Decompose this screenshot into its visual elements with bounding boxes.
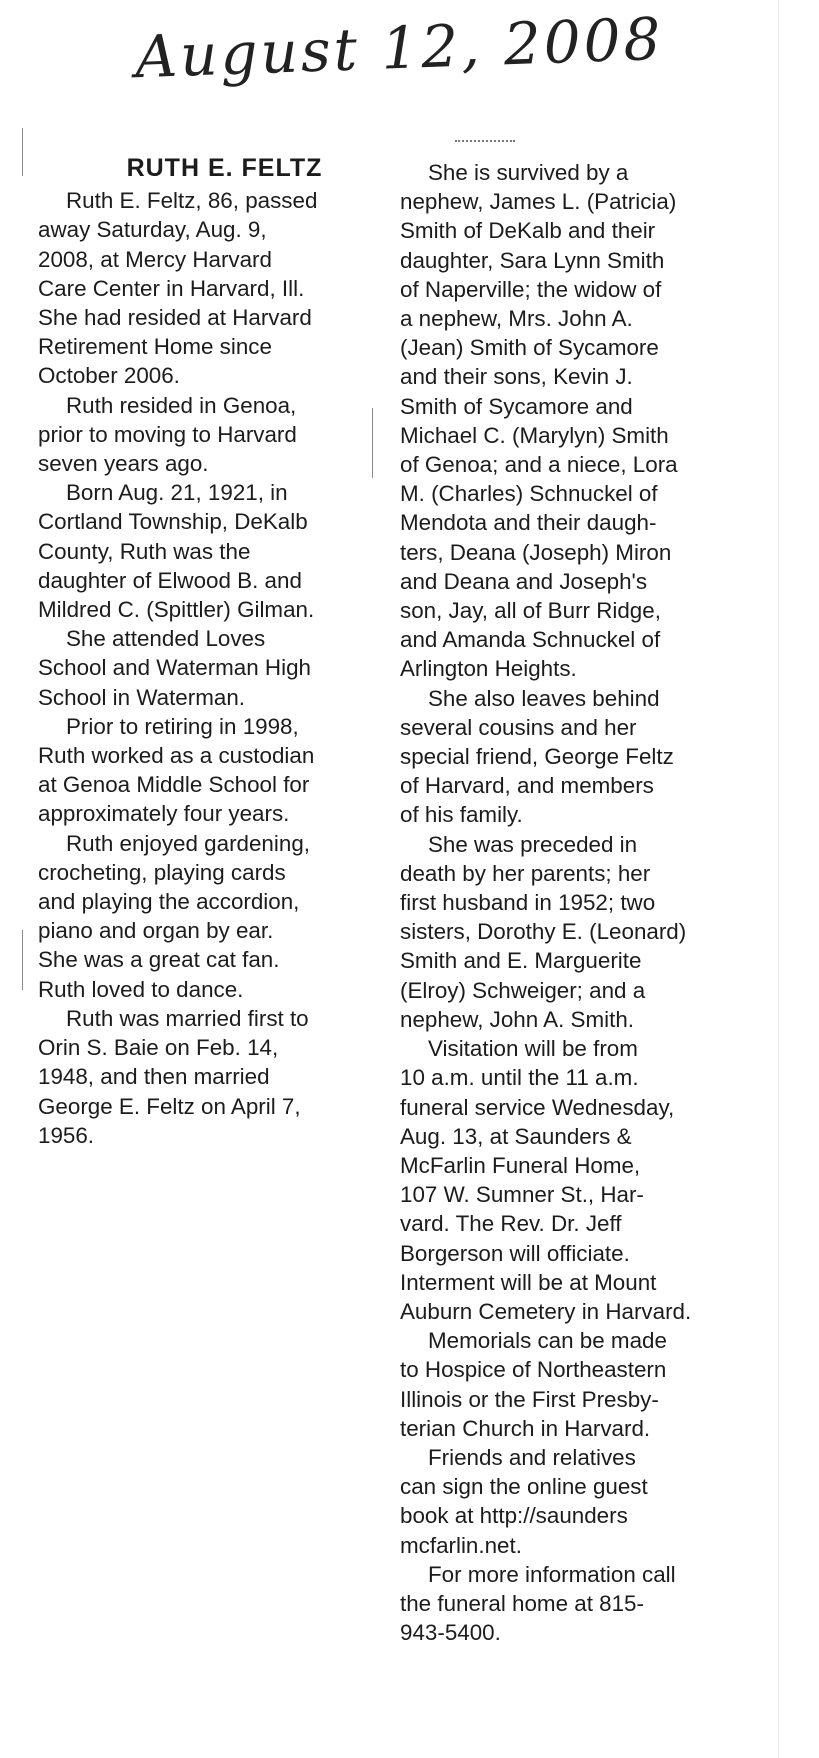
obituary-headline: RUTH E. FELTZ	[126, 154, 323, 182]
paragraph-career: Prior to retiring in 1998, Ruth worked as a custodian at Genoa Middle School for approximately four years.	[38, 713, 315, 827]
paragraph-birth: Born Aug. 21, 1921, in Cortland Township, DeKalb County, Ruth was the daughter of Elwood B. and Mildred C. (Spittler) Gilman.	[38, 480, 315, 623]
handwritten-date: August 12, 2008	[133, 4, 665, 92]
paragraph-genoa: Ruth resided in Genoa, prior to moving to Harvard seven years ago.	[38, 392, 297, 477]
margin-mark	[22, 128, 23, 176]
paragraph-visitation: Visitation will be from 10 a.m. until the 11 a.m. funeral service Wednesday, Aug. 13, at Saunders & McFarlin Funeral Home, 107 W. Sumner St., Har- vard. The Rev. Dr. Jeff Borgerson will officiate. Interment will be at Mount Auburn Cemetery in Harvard.	[400, 1036, 692, 1324]
clipped-text-fragment	[455, 140, 515, 146]
scan-edge-line	[778, 0, 779, 1758]
margin-mark	[22, 930, 23, 990]
paragraph-marriage: Ruth was married first to Orin S. Baie on Feb. 14, 1948, and then married George E. Feltz on April 7, 1956.	[38, 1005, 309, 1148]
paragraph-residence: Ruth E. Feltz, 86, passed away Saturday, Aug. 9, 2008, at Mercy Harvard Care Center in Harvard, Ill. She had resided at Harvard Retirement Home since October 2006.	[38, 188, 318, 389]
paragraph-contact: For more information call the funeral home at 815- 943-5400.	[400, 1561, 676, 1646]
right-column	[400, 158, 745, 1647]
paragraph-survivors: She is survived by a nephew, James L. (Patricia) Smith of DeKalb and their daughter, Sara Lynn Smith of Naperville; the widow of a nephew, Mrs. John A. (Jean) Smith of Sycamore and their sons, Kevin J. Smith of Sycamore and Michael C. (Marylyn) Smith of Genoa; and a niece, Lora M. (Charles) Schnuckel of Mendota and their daugh- ters, Deana (Joseph) Miron and Deana and Joseph's son, Jay, all of Burr Ridge, and Amanda Schnuckel of Arlington Heights.	[400, 160, 678, 682]
paragraph-friends: She also leaves behind several cousins and her special friend, George Feltz of Harvard, and members of his family.	[400, 685, 674, 828]
paragraph-memorials: Memorials can be made to Hospice of Northeastern Illinois or the First Presby- terian Church in Harvard.	[400, 1328, 667, 1441]
paragraph-guestbook: Friends and relatives can sign the online guest book at http://saunders mcfarlin.net.	[400, 1444, 648, 1558]
left-column	[38, 150, 393, 1150]
paragraph-hobbies: Ruth enjoyed gardening, crocheting, playing cards and playing the accordion, piano and organ by ear. She was a great cat fan. Ruth loved to dance.	[38, 830, 310, 1002]
paragraph-school: She attended Loves School and Waterman High School in Waterman.	[38, 626, 311, 710]
paragraph-preceded: She was preceded in death by her parents; her first husband in 1952; two sisters, Dorothy E. (Leonard) Smith and E. Marguerite (Elroy) Schweiger; and a nephew, John A. Smith.	[400, 831, 687, 1032]
